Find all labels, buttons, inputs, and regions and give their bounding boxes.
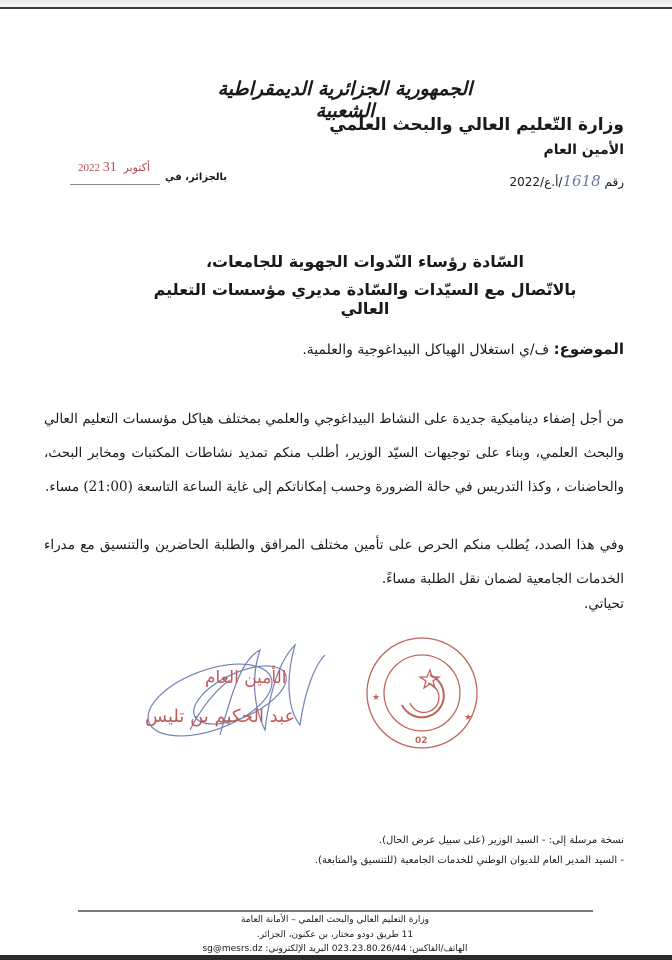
footer-phone-label: الهاتف/الفاكس:: [409, 944, 468, 954]
scan-bottom-edge: [0, 955, 672, 960]
signature-scribble-icon: [130, 640, 360, 750]
subject-line: [302, 340, 624, 358]
reference-suffix: /أ.ع/2022: [509, 175, 563, 189]
date-stamp: [78, 160, 150, 176]
reference-handwritten-number: 1618: [562, 172, 601, 190]
body-paragraph-2: وفي هذا الصدد، يُطلب منكم الحرص على تأمين مختلف المرافق والطلبة الحاضرين والتنسيق مع مدراء الخدمات الجامعية لضمان نقل الطلبة مساءً.: [44, 537, 624, 587]
copies-label: نسخة مرسلة إلى:: [548, 835, 624, 846]
copies-item-1: - السيد الوزير (على سبيل عرض الحال).: [378, 835, 546, 846]
copies-item-2: - السيد المدير العام للديوان الوطني للخدمات الجامعية (للتنسيق والمتابعة).: [314, 855, 624, 866]
footer-address: 11 طريق دودو مختار، بن عكنون، الجزائر.: [256, 930, 414, 940]
official-seal-icon: [360, 625, 480, 760]
subject-text: ف/ي استغلال الهياكل البيداغوجية والعلمية.: [302, 342, 550, 358]
ministry-name: وزارة التّعليم العالي والبحث العلمي: [329, 115, 624, 135]
republic-header: الجمهورية الجزائرية الديمقراطية الشعبية: [217, 78, 473, 122]
subject-label: الموضوع:: [553, 340, 624, 358]
reference-label: رقم: [604, 175, 624, 189]
addressee-line-1: السّادة رؤساء النّدوات الجهوية للجامعات،: [205, 252, 525, 271]
signatory-title: الأمين العام: [205, 668, 287, 688]
date-underline: [70, 184, 160, 185]
footer-divider: [78, 910, 593, 912]
seal-number: 02: [415, 736, 428, 746]
reference-number: [510, 172, 625, 190]
copies-line-1: [379, 835, 624, 846]
closing-greeting: تحياتي.: [584, 596, 624, 612]
place-date-label: بالجزائر، في: [165, 172, 228, 183]
date-stamp-day: 31: [102, 160, 117, 175]
body-paragraph-1: من أجل إضفاء ديناميكية جديدة على النشاط البيداغوجي والعلمي بمختلف هياكل مؤسسات التعليم العالي والبحث العلمي، وبناء على توجيهات السيّد الوزير، أطلب منكم تمديد نشاطات المكتبات ومخابر البحث، والحاضنات ، وكذا التدريس في حالة الضرورة وحسب إمكاناتكم إلى غاية الساعة التاسعة (21:00) مساء.: [44, 411, 624, 495]
scan-top-edge: [0, 0, 672, 9]
footer-email-label: البريد الإلكتروني:: [265, 944, 329, 954]
svg-text:★: ★: [464, 713, 473, 723]
date-stamp-month: أكتوبر: [123, 162, 150, 174]
addressee-line-2: بالاتّصال مع السيّدات والسّادة مديري مؤسسات التعليم العالي: [153, 280, 577, 318]
svg-text:★: ★: [372, 693, 381, 703]
signatory-name: عبد الحكيم بن تليس: [145, 706, 296, 727]
footer-contact: [160, 944, 510, 954]
footer-email: sg@mesrs.dz: [202, 944, 263, 954]
footer-phone: 023.23.80.26/44: [331, 944, 407, 954]
date-stamp-year: 2022: [78, 162, 100, 174]
footer-ministry: وزارة التعليم العالي والبحث العلمي – الأمانة العامة: [240, 915, 430, 925]
office-title: الأمين العام: [543, 142, 624, 158]
